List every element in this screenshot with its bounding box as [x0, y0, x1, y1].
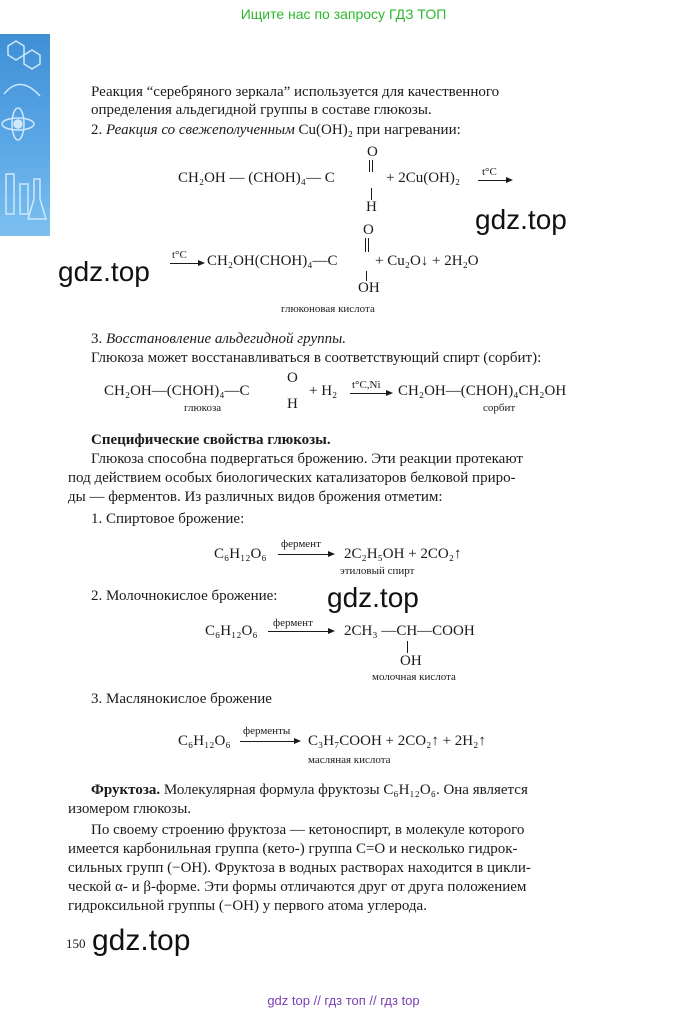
reaction-arrow [350, 393, 388, 394]
reaction-arrow [170, 263, 200, 264]
body-text-line: определения альдегидной группы в составе глюкозы. [91, 102, 432, 118]
fermentation-3-left: C₆H₁₂O₆ [178, 733, 231, 749]
reaction-3-oxygen: O [287, 370, 298, 386]
reaction-1-hydrogen: H [366, 199, 377, 215]
fermentation-1-condition: фермент [281, 538, 321, 550]
reaction-3-label-right: сорбит [483, 402, 516, 414]
reaction-3-right: CH₂OH—(CHOH)₄CH₂OH [398, 383, 567, 399]
section-heading: Специфические свойства глюкозы. [91, 432, 331, 448]
list-number: 2. [91, 122, 103, 138]
reaction-arrow [240, 741, 296, 742]
list-title: Реакция со свежеполученным [106, 122, 295, 138]
reaction-1-reagent: + 2Cu(OH)₂ [386, 170, 461, 186]
reaction-3-hydrogen: H [287, 396, 298, 412]
chemistry-decoration-image [0, 34, 50, 236]
arrow-head [506, 177, 513, 183]
top-banner: Ищите нас по запросу ГДЗ ТОП [240, 6, 447, 22]
list-title: Восстановление альдегидной группы. [106, 331, 347, 347]
body-text-line: Реакция “серебряного зеркала” используется для качественного [91, 84, 500, 100]
reaction-3-left: CH₂OH—(CHOH)₄—C [104, 383, 250, 399]
double-bond [369, 160, 370, 172]
list-item-3 [91, 330, 346, 348]
arrow-head [386, 390, 393, 396]
watermark: gdz.top [475, 204, 567, 235]
body-text-line: сильных групп (−OH). Фруктоза в водных растворах находится в цикли- [68, 860, 531, 876]
reaction-2-condition: t°C [172, 249, 187, 261]
arrow-head [294, 738, 301, 744]
fermentation-1-label: этиловый спирт [340, 565, 415, 577]
reaction-3-reagent: + H₂ [309, 383, 338, 399]
list-title-formula: Cu(OH)₂ при нагревании: [298, 122, 461, 138]
fermentation-3-condition: ферменты [243, 725, 291, 737]
reaction-arrow [478, 180, 508, 181]
fermentation-2-title: 2. Молочнокислое брожение: [91, 588, 278, 604]
reaction-2-product: CH₂OH(CHOH)₄—C [207, 253, 338, 269]
watermark: gdz.top [58, 256, 150, 287]
reaction-arrow [278, 554, 330, 555]
fermentation-1-title: 1. Спиртовое брожение: [91, 511, 245, 527]
reaction-2-oxygen: O [363, 222, 374, 238]
page-number: 150 [66, 936, 86, 951]
fermentation-3-label: масляная кислота [308, 754, 391, 766]
watermark: gdz.top [327, 582, 419, 613]
fermentation-2-hydroxyl: OH [400, 653, 422, 669]
fermentation-2-left: C₆H₁₂O₆ [205, 623, 258, 639]
fermentation-2-right: 2CH₃ —CH—COOH [344, 623, 475, 639]
body-text-line: под действием особых биологических катализаторов белковой приро- [68, 470, 516, 486]
reaction-2-label: глюконовая кислота [281, 303, 375, 315]
fermentation-1-left: C₆H₁₂O₆ [214, 546, 267, 562]
reaction-1-left: CH₂OH — (CHOH)₄— C [178, 170, 335, 186]
double-bond [368, 238, 369, 252]
single-bond [407, 641, 408, 653]
reaction-2-right: + Cu₂O↓ + 2H₂O [375, 253, 479, 269]
reaction-1-condition: t°C [482, 166, 497, 178]
arrow-head [328, 551, 335, 557]
fructose-intro-text: Молекулярная формула фруктозы C₆H₁₂O₆. Она является [163, 782, 528, 798]
list-item-2 [91, 121, 461, 139]
double-bond [365, 238, 366, 252]
body-text-line: По своему строению фруктоза — кетоноспирт, в молекуле которого [91, 822, 525, 838]
footer-links[interactable]: gdz top // гдз топ // гдз top [267, 993, 420, 1008]
body-text-line: ды — ферментов. Из различных видов брожения отметим: [68, 489, 443, 505]
fermentation-1-right: 2C₂H₅OH + 2CO₂↑ [344, 546, 462, 562]
double-bond [372, 160, 373, 172]
watermark: gdz.top [92, 924, 191, 957]
reaction-3-condition: t°C,Ni [352, 379, 381, 391]
reaction-arrow [268, 631, 330, 632]
fructose-intro [91, 781, 528, 799]
list-number: 3. [91, 331, 103, 347]
fermentation-3-title: 3. Маслянокислое брожение [91, 691, 272, 707]
body-text-line: Глюкоза может восстанавливаться в соответствующий спирт (сорбит): [91, 350, 542, 366]
arrow-head [328, 628, 335, 634]
fermentation-2-condition: фермент [273, 617, 313, 629]
body-text-line: гидроксильной группы (−OH) у первого атома углерода. [68, 898, 427, 914]
body-text-line: изомером глюкозы. [68, 801, 192, 817]
reaction-2-hydroxyl: OH [358, 280, 380, 296]
fermentation-2-label: молочная кислота [372, 671, 456, 683]
reaction-1-oxygen: O [367, 144, 378, 160]
body-text-line: Глюкоза способна подвергаться брожению. Эти реакции протекают [91, 451, 523, 467]
body-text-line: имеется карбонильная группа (кето-) группа C=O и несколько гидрок- [68, 841, 518, 857]
fermentation-3-right: C₃H₇COOH + 2CO₂↑ + 2H₂↑ [308, 733, 486, 749]
reaction-3-label-left: глюкоза [184, 402, 222, 414]
body-text-line: ческой α- и β-форме. Эти формы отличаются друг от друга положением [68, 879, 527, 895]
fructose-heading: Фруктоза. [91, 782, 161, 798]
arrow-head [198, 260, 205, 266]
